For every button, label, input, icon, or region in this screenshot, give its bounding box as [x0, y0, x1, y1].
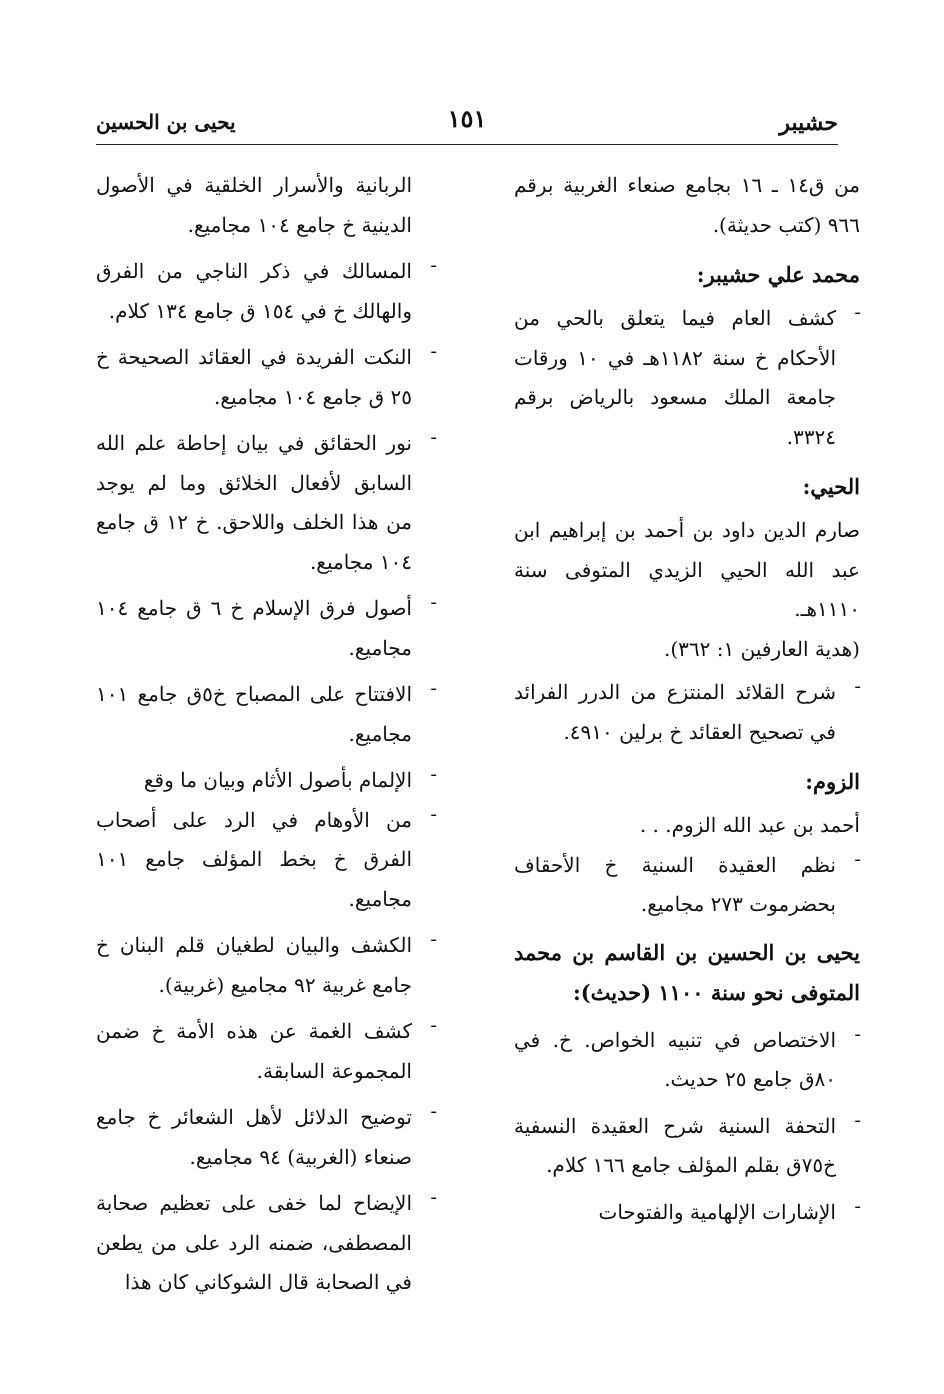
dash-marker: ـ [431, 926, 436, 945]
item-text: الكشف والبيان لطغيان قلم البنان خ جامع غربية ٩٢ مجاميع (غربية). [96, 933, 412, 997]
dash-marker: ـ [431, 424, 436, 443]
dash-marker: ـ [431, 589, 436, 608]
intro-text: من ق١٤ ـ ١٦ بجامع صنعاء الغربية برقم ٩٦٦ (كتب حديثة). [514, 173, 861, 237]
item-text: الاختصاص في تنبيه الخواص. خ. في ٨٠ق جامع ٢٥ حديث. [514, 1027, 836, 1091]
list-item [96, 424, 436, 582]
item-text: الإلمام بأصول الأثام وبيان ما وقع [143, 768, 412, 792]
dash-marker: ـ [855, 299, 860, 318]
item-text: كشف الغمة عن هذه الأمة خ ضمن المجموعة السابقة. [96, 1019, 412, 1083]
list-item [514, 673, 860, 752]
author-bio: أحمد بن عبد الله الزوم. . . [639, 813, 860, 837]
list-item [96, 1098, 436, 1177]
list-item [96, 761, 436, 801]
dash-marker: ـ [855, 1106, 860, 1126]
item-text: نور الحقائق في بيان إحاطة علم الله السابق لأفعال الخلائق وما لم يوجد من هذا الخلف واللاحق. خ ١٢ ق جامع ١٠٤ مجاميع. [96, 431, 413, 574]
list-item [96, 801, 436, 920]
list-item [514, 1107, 860, 1186]
item-text: الربانية والأسرار الخلقية في الأصول الدينية خ جامع ١٠٤ مجاميع. [96, 173, 412, 237]
dash-marker: ـ [431, 800, 436, 820]
page-header [96, 104, 838, 145]
dash-marker: ـ [855, 673, 860, 692]
dash-marker: ـ [855, 1192, 860, 1212]
list-item [96, 675, 436, 754]
dash-marker: ـ [431, 338, 436, 357]
list-item [96, 589, 436, 668]
list-item [96, 1012, 436, 1091]
page-number: ١٥١ [447, 104, 487, 133]
dash-marker: ـ [431, 1098, 436, 1117]
running-title-right: حشيبر [779, 110, 838, 136]
right-column [514, 166, 860, 1239]
dash-marker: ـ [855, 1020, 860, 1040]
item-text: الإيضاح لما خفى على تعظيم صحابة المصطفى، ضمنه الرد على من يطعن في الصحابة قال الشوكاني كان هذا [96, 1191, 412, 1294]
item-text: التحفة السنية شرح العقيدة النسفية خ٧٥ق بقلم المؤلف جامع ١٦٦ كلام. [514, 1113, 836, 1177]
list-item [96, 252, 436, 331]
list-item [96, 1184, 436, 1303]
item-text: كشف العام فيما يتعلق بالحي من الأحكام خ سنة ١١٨٢هـ في ١٠ ورقات جامعة الملك مسعود بالرياض برقم ٣٣٢٤. [514, 306, 836, 449]
dash-marker: ـ [855, 845, 860, 865]
list-item [514, 299, 860, 457]
dash-marker: ـ [431, 252, 436, 271]
list-item [514, 846, 860, 925]
item-text: توضيح الدلائل لأهل الشعائر خ جامع صنعاء (الغربية) ٩٤ مجاميع. [96, 1105, 412, 1169]
running-title-left: يحيى بن الحسين [96, 110, 236, 134]
entry-heading-hayyi: الحيي: [802, 474, 860, 499]
left-column [96, 166, 436, 1310]
reference: (هدية العارفين ١: ٣٦٢). [664, 636, 860, 661]
dash-marker: ـ [431, 675, 436, 694]
item-text: أصول فرق الإسلام خ ٦ ق جامع ١٠٤ مجاميع. [96, 596, 412, 660]
author-bio: صارم الدين داود بن أحمد بن إبراهيم ابن عبد الله الحيي الزيدي المتوفى سنة ١١١٠هـ. [514, 518, 860, 621]
item-text: من الأوهام في الرد على أصحاب الفرق خ بخط المؤلف جامع ١٠١ مجاميع. [96, 807, 412, 911]
list-item [96, 926, 436, 1005]
item-text: النكت الفريدة في العقائد الصحيحة خ ٢٥ ق جامع ١٠٤ مجاميع. [96, 345, 412, 409]
list-item [514, 1193, 860, 1233]
dash-marker: ـ [431, 1012, 436, 1031]
dash-marker: ـ [431, 761, 436, 780]
item-text: الإشارات الإلهامية والفتوحات [598, 1199, 836, 1224]
item-text: الافتتاح على المصباح خ٥ق جامع ١٠١ مجاميع. [96, 682, 412, 746]
list-item [96, 338, 436, 417]
item-text: شرح القلائد المنتزع من الدرر الفرائد في تصحيح العقائد خ برلين ٤٩١٠. [514, 680, 836, 744]
entry-heading-zawm: الزوم: [805, 769, 860, 794]
entry-heading-hushaibar: محمد علي حشيبر: [696, 262, 860, 287]
list-item-continuation [96, 166, 436, 245]
entry-heading-yahya: يحيى بن الحسين بن القاسم بن محمد المتوفى نحو سنة ١١٠٠ (حديث): [514, 939, 860, 1005]
item-text: المسالك في ذكر الناجي من الفرق والهالك خ في ١٥٤ ق جامع ١٣٤ كلام. [96, 259, 412, 323]
item-text: نظم العقيدة السنية خ الأحقاف بحضرموت ٢٧٣ مجاميع. [514, 852, 836, 916]
list-item [514, 1021, 860, 1100]
dash-marker: ـ [431, 1184, 436, 1203]
